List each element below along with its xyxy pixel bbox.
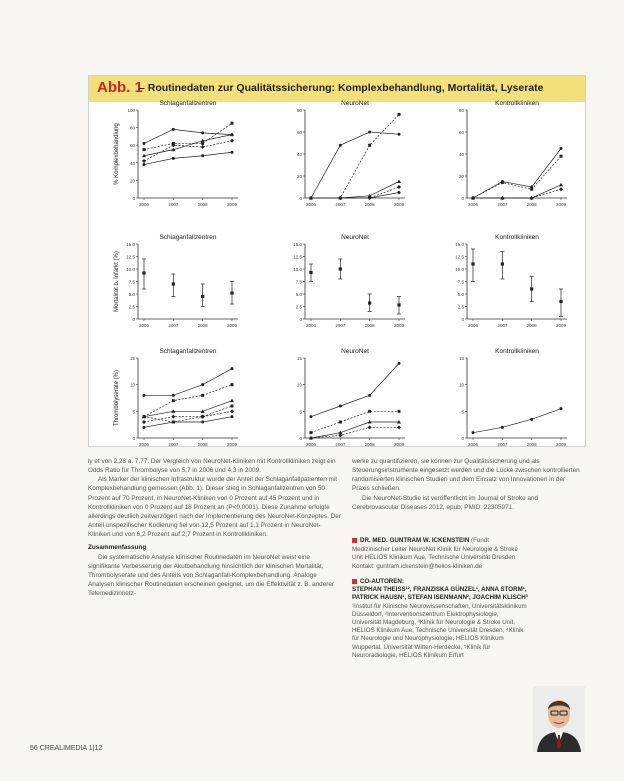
x-tick-label: 2007 — [335, 323, 346, 328]
data-point — [172, 282, 175, 285]
data-point — [309, 271, 312, 274]
series-line — [144, 369, 232, 396]
data-point — [143, 142, 146, 145]
y-tick-label: 0 — [299, 196, 302, 201]
y-tick-label: 0 — [299, 317, 302, 322]
data-point — [143, 148, 146, 151]
x-tick-label: 2007 — [168, 442, 179, 447]
y-tick-label: 20 — [129, 178, 135, 184]
series-line — [473, 156, 561, 198]
y-tick-label: 2.5 — [128, 304, 135, 310]
data-point — [201, 295, 204, 298]
y-tick-label: 0 — [299, 436, 302, 441]
y-tick-label: 2.5 — [457, 304, 464, 310]
x-tick-label: 2007 — [168, 202, 179, 207]
y-tick-label: 0 — [461, 317, 464, 322]
data-point — [339, 421, 342, 424]
series-line — [311, 182, 399, 199]
page-footer: 56 CREALIMEDIA 1|12 — [30, 745, 103, 752]
x-tick-label: 2009 — [226, 442, 238, 447]
data-point — [339, 405, 342, 408]
paragraph: Die NeuroNet-Studie ist veröffentlicht im Journal of Stroke and Cerebrovascular Diseases 2012, epub; PMID: 22305971. — [352, 494, 539, 511]
data-point — [397, 180, 401, 184]
y-tick-label: 12.5 — [455, 254, 464, 260]
data-point — [501, 262, 504, 265]
y-tick-label: 7.5 — [128, 279, 135, 285]
figure-caption: – Routinedaten zur Qualitätssicherung: Komplexbehandlung, Mortalität, Lyserate — [139, 82, 544, 94]
author-name: DR. MED. GUNTRAM W. ICKENSTEIN — [360, 537, 470, 544]
x-tick-label: 2007 — [497, 442, 508, 447]
data-point — [231, 383, 234, 386]
text-column-left — [88, 457, 342, 598]
data-point — [398, 113, 401, 116]
data-point — [201, 131, 204, 134]
data-point — [201, 421, 204, 424]
coauthor-affiliations: ¹Institut für Klinische Neurowissenschaften, Universitätsklinikum Düsseldorf, ²Interventionszentrum Elektrophysiologie, Universität Magdeburg, ³Klinik für Neurologie & Stroke Unit, HELIOS Klinikum Aue, Technische Universität Dresden, ⁴Klinik für Neurologie und Neurophysiologie, HELIOS Klinikum Wuppertal, Universität Witten-Herdecke, ⁵Klinik für Neuroradiologie, HELIOS Klinikum Erfurt — [352, 602, 527, 659]
data-point — [397, 303, 400, 306]
y-tick-label: 7.5 — [457, 279, 464, 285]
data-point — [201, 145, 205, 149]
figure-number: Abb. 1 — [97, 79, 143, 96]
series-line — [144, 129, 232, 143]
series-line — [473, 409, 561, 433]
x-tick-label: 2006 — [138, 442, 150, 447]
x-tick-label: 2009 — [555, 323, 567, 328]
y-tick-label: 100 — [127, 108, 135, 113]
data-point — [201, 394, 204, 397]
y-tick-label: 15 — [129, 356, 135, 361]
data-point — [368, 410, 371, 413]
coauthor-block — [352, 578, 532, 660]
data-point — [143, 415, 146, 418]
y-tick-label: 12.5 — [126, 254, 135, 260]
data-point — [230, 409, 234, 413]
data-point — [143, 426, 146, 429]
author-block — [352, 537, 522, 571]
x-tick-label: 2008 — [197, 442, 208, 447]
y-tick-label: 5.0 — [128, 292, 135, 297]
data-point — [231, 415, 234, 418]
y-tick-label: 5 — [461, 409, 464, 415]
data-point — [142, 271, 145, 274]
paragraph: Als Marker der klinischen Infrastruktur wurde der Anteil der Schlaganfallpatienten mit Komplexbehandlung gemessen (Abb. 1). Dieser stieg in Schlaganfallzentren von 50 Prozent auf 70 Prozent, in NeuroNet-Kliniken von 0 Prozent auf 45 Prozent und in Kontrollkliniken von 0 Prozent auf 18 Prozent an (P<0.0001). Diese Zunahme erfolgte allerdings deutlich zeitverzögert nach der Implementierung des NeuroNet-Konzeptes. Der Anteil unspezifischer Kodierung fiel von 12,5 Prozent auf 1,1 Prozent in NeuroNet-Kliniken und von 6,2 Prozent auf 2,7 Prozent in Kontrollkliniken. — [88, 476, 341, 539]
panel-title: Kontrollkliniken — [495, 348, 539, 355]
series-line — [144, 417, 232, 428]
x-tick-label: 2006 — [138, 323, 150, 328]
x-tick-label: 2008 — [197, 202, 208, 207]
data-point — [398, 191, 401, 194]
data-point — [172, 421, 175, 424]
panel-title: NeuroNet — [341, 348, 369, 355]
series-line — [311, 422, 399, 438]
data-point — [201, 383, 204, 386]
y-tick-label: 20 — [296, 174, 302, 179]
y-tick-label: 10 — [458, 382, 464, 388]
data-point — [398, 133, 401, 136]
data-point — [230, 139, 234, 143]
y-tick-label: 10.0 — [126, 267, 135, 272]
x-tick-label: 2009 — [393, 323, 405, 328]
series-line — [144, 141, 232, 161]
x-tick-label: 2007 — [168, 323, 179, 328]
x-tick-label: 2006 — [467, 442, 479, 447]
y-tick-label: 10.0 — [455, 267, 464, 272]
data-point — [142, 420, 146, 424]
data-point — [501, 181, 504, 184]
bullet-square-icon — [352, 579, 357, 584]
data-point — [231, 405, 234, 408]
data-point — [501, 426, 504, 429]
data-point — [368, 131, 371, 134]
x-tick-label: 2008 — [364, 202, 375, 207]
data-point — [339, 144, 342, 147]
y-tick-label: 15.0 — [293, 242, 302, 247]
panel-title: Schlaganfallzentren — [159, 100, 217, 107]
y-tick-label: 40 — [458, 152, 464, 157]
series-line — [144, 411, 232, 422]
x-tick-label: 2009 — [226, 202, 238, 207]
x-tick-label: 2009 — [393, 442, 405, 447]
x-tick-label: 2008 — [526, 202, 537, 207]
paragraph: werke zu quantifizieren, sie können zur Qualitätssicherung und als Steuerungsinstrumente eingesetzt werden und die Lücke zwischen kontrollierten randomisierten klinischen Studien und dem Einsatz von Innovationen in der Praxis schließen. — [352, 458, 580, 493]
y-tick-label: 10 — [296, 382, 302, 388]
y-tick-label: 2.5 — [295, 304, 302, 310]
x-tick-label: 2006 — [305, 442, 317, 447]
x-tick-label: 2006 — [138, 202, 150, 207]
data-point — [201, 415, 204, 418]
data-point — [171, 415, 175, 419]
data-point — [230, 291, 233, 294]
series-line — [311, 427, 399, 438]
y-tick-label: 80 — [296, 108, 302, 113]
x-tick-label: 2007 — [335, 202, 346, 207]
data-point — [530, 287, 533, 290]
data-point — [368, 144, 371, 147]
series-line — [311, 187, 399, 198]
series-line — [144, 135, 232, 156]
data-point — [231, 122, 234, 125]
x-tick-label: 2009 — [555, 202, 567, 207]
data-point — [310, 431, 313, 434]
y-tick-label: 0 — [461, 436, 464, 441]
x-tick-label: 2009 — [226, 323, 238, 328]
y-tick-label: 60 — [296, 130, 302, 135]
x-tick-label: 2009 — [393, 202, 405, 207]
section-heading: Zusammenfassung — [88, 544, 147, 552]
x-tick-label: 2008 — [197, 323, 208, 328]
x-tick-label: 2006 — [467, 323, 479, 328]
y-tick-label: 10.0 — [293, 267, 302, 272]
row-y-axis-label: % Komplexbehandlung — [114, 123, 120, 185]
data-point — [143, 163, 146, 166]
y-tick-label: 5.0 — [457, 292, 464, 297]
y-tick-label: 0 — [132, 317, 135, 322]
x-tick-label: 2009 — [555, 442, 567, 447]
data-point — [310, 415, 313, 418]
x-tick-label: 2007 — [335, 442, 346, 447]
panel-title: Kontrollkliniken — [495, 234, 539, 241]
data-point — [560, 155, 563, 158]
data-point — [530, 188, 533, 191]
y-tick-label: 15 — [458, 356, 464, 361]
data-point — [368, 425, 372, 429]
data-point — [201, 154, 204, 157]
y-tick-label: 80 — [129, 125, 135, 131]
panel-title: Schlaganfallzentren — [159, 348, 217, 355]
x-tick-label: 2008 — [526, 323, 537, 328]
data-point — [201, 142, 204, 145]
series-line — [144, 385, 232, 417]
data-point — [310, 197, 313, 200]
data-point — [339, 267, 342, 270]
y-tick-label: 0 — [132, 436, 135, 441]
y-tick-label: 7.5 — [295, 279, 302, 285]
data-point — [172, 399, 175, 402]
data-point — [559, 300, 562, 303]
data-point — [559, 187, 563, 191]
data-point — [559, 183, 563, 187]
y-tick-label: 5 — [299, 409, 302, 415]
paragraph: Die systematische Analyse klinischer Routinedaten im NeuroNet weist eine signifikante Verbesserung der Akutbehandlung hinsichtlich der klinischen Mortalität, Thrombolyserate und des Anteils von Schlaganfall-Komplexbehandlung. Analoge Analysen klinischer Routinedaten erscheinen geeignet, um die Effektivität z. B. anderer Telemedizinnetz- — [88, 553, 335, 598]
x-tick-label: 2008 — [364, 323, 375, 328]
y-tick-label: 0 — [461, 196, 464, 201]
data-point — [142, 159, 146, 163]
data-point — [230, 399, 234, 403]
panel-title: Kontrollkliniken — [495, 100, 539, 107]
y-tick-label: 15 — [296, 356, 302, 361]
x-tick-label: 2008 — [526, 442, 537, 447]
data-point — [368, 197, 371, 200]
data-point — [560, 147, 563, 150]
panel-title: Schlaganfallzentren — [159, 234, 217, 241]
coauthor-names: STEPHAN THEISS¹², FRANZISKA GÜNZEL¹, ANNA STORM¹, PATRICK HAUSN¹, STEFAN ISENMANN², JOACHIM KLISCH³ — [352, 586, 528, 602]
y-tick-label: 12.5 — [293, 254, 302, 260]
data-point — [368, 301, 371, 304]
y-tick-label: 10 — [129, 382, 135, 388]
data-point — [172, 128, 175, 131]
y-tick-label: 5.0 — [295, 292, 302, 297]
series-line — [144, 123, 232, 149]
data-point — [368, 394, 371, 397]
y-tick-label: 20 — [458, 174, 464, 179]
author-role: (Fundt Medizinischer Leiter NeuroNet Klinik für Neurologie & Stroke Unit HELIOS Klinikum Aue, Technische Universität Dresden Kontakt: guntram.ickenstein@helios-kliniken.de — [352, 537, 518, 570]
y-tick-label: 40 — [129, 160, 135, 166]
panel-title: NeuroNet — [341, 100, 369, 107]
series-line — [311, 363, 399, 416]
data-point — [398, 362, 401, 365]
y-tick-label: 60 — [129, 143, 135, 149]
x-tick-label: 2006 — [305, 202, 317, 207]
paragraph: ly et von 2,28 a. 7,77. Der Vergleich von NeuroNet-Kliniken mit Kontrollkliniken zeigt ein Odds Ratio für Thrombolyse von 5,7 in 2006 und 4,3 in 2009. — [88, 458, 336, 475]
x-tick-label: 2006 — [305, 323, 317, 328]
row-y-axis-label: Mortalität b. Infarkt (%) — [114, 251, 120, 312]
data-point — [471, 262, 474, 265]
data-point — [339, 197, 342, 200]
y-tick-label: 80 — [458, 108, 464, 113]
x-tick-label: 2006 — [467, 202, 479, 207]
panel-title: NeuroNet — [341, 234, 369, 241]
x-tick-label: 2007 — [497, 202, 508, 207]
data-point — [231, 367, 234, 370]
y-tick-label: 5 — [132, 409, 135, 415]
y-tick-label: 15.0 — [126, 242, 135, 247]
data-point — [560, 407, 563, 410]
x-tick-label: 2007 — [497, 323, 508, 328]
data-point — [172, 157, 175, 160]
data-point — [530, 418, 533, 421]
text-column-right — [352, 457, 584, 512]
y-tick-label: 40 — [296, 152, 302, 157]
y-tick-label: 15.0 — [455, 242, 464, 247]
y-tick-label: 60 — [458, 130, 464, 135]
data-point — [397, 425, 401, 429]
data-point — [143, 394, 146, 397]
author-photo — [533, 686, 585, 752]
data-point — [172, 394, 175, 397]
coauthor-heading: CO-AUTOREN: — [360, 578, 404, 585]
data-point — [398, 410, 401, 413]
data-point — [231, 151, 234, 154]
bullet-square-icon — [352, 538, 357, 543]
data-point — [472, 431, 475, 434]
x-tick-label: 2008 — [364, 442, 375, 447]
series-line — [144, 401, 232, 417]
row-y-axis-label: Thrombolyserate (%) — [114, 369, 120, 427]
data-point — [397, 185, 401, 189]
series-line — [311, 114, 399, 198]
y-tick-label: 0 — [132, 196, 135, 201]
